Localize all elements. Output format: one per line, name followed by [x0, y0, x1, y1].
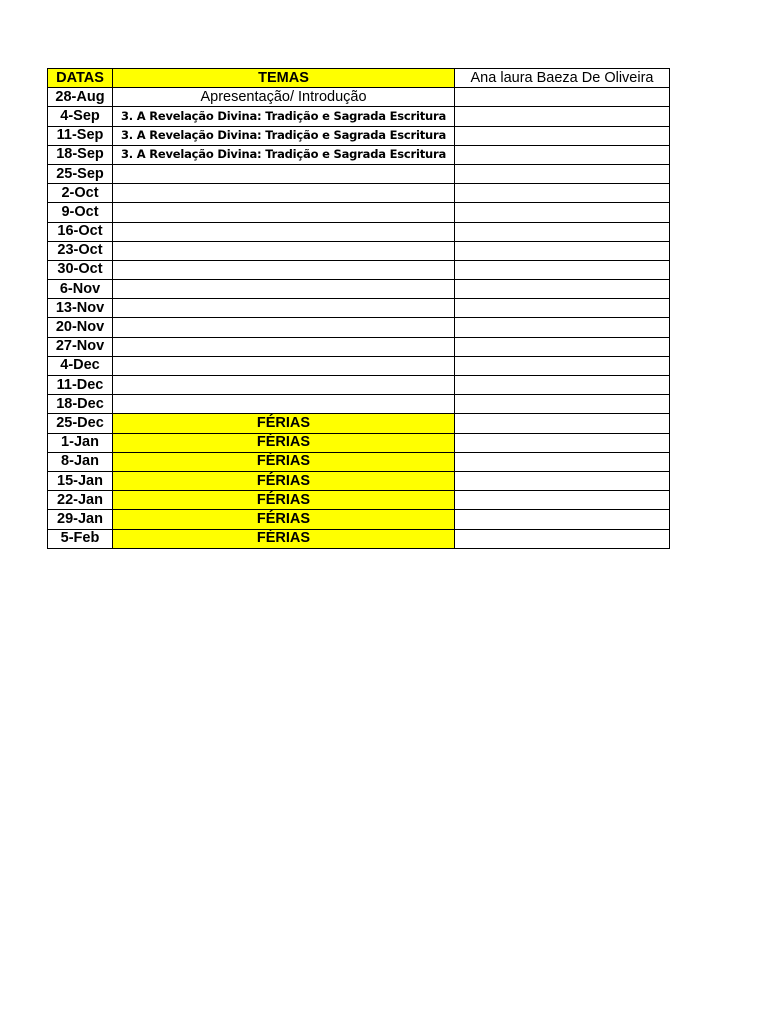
- date-cell[interactable]: 11-Dec: [48, 376, 113, 395]
- date-cell[interactable]: 29-Jan: [48, 510, 113, 529]
- table-row: [48, 184, 670, 203]
- student-cell[interactable]: [455, 510, 670, 529]
- date-cell[interactable]: 2-Oct: [48, 184, 113, 203]
- student-cell[interactable]: [455, 299, 670, 318]
- student-cell[interactable]: [455, 318, 670, 337]
- tema-cell[interactable]: [113, 318, 455, 337]
- spreadsheet-sheet: [47, 68, 670, 549]
- date-cell[interactable]: 22-Jan: [48, 491, 113, 510]
- date-cell[interactable]: 1-Jan: [48, 433, 113, 452]
- date-cell[interactable]: 11-Sep: [48, 126, 113, 145]
- table-row: [48, 356, 670, 375]
- date-cell[interactable]: 16-Oct: [48, 222, 113, 241]
- table-row: [48, 145, 670, 164]
- tema-cell[interactable]: [113, 184, 455, 203]
- table-row: [48, 376, 670, 395]
- table-row: [48, 414, 670, 433]
- student-cell[interactable]: [455, 280, 670, 299]
- student-cell[interactable]: [455, 395, 670, 414]
- header-datas-cell[interactable]: DATAS: [48, 69, 113, 88]
- date-cell[interactable]: 18-Sep: [48, 145, 113, 164]
- table-row: [48, 88, 670, 107]
- student-cell[interactable]: [455, 491, 670, 510]
- student-cell[interactable]: [455, 145, 670, 164]
- tema-cell[interactable]: [113, 376, 455, 395]
- student-cell[interactable]: [455, 452, 670, 471]
- date-cell[interactable]: 27-Nov: [48, 337, 113, 356]
- date-cell[interactable]: 4-Sep: [48, 107, 113, 126]
- tema-cell[interactable]: [113, 222, 455, 241]
- date-cell[interactable]: 5-Feb: [48, 529, 113, 548]
- table-row: [48, 452, 670, 471]
- table-row: [48, 337, 670, 356]
- table-row: [48, 471, 670, 490]
- student-cell[interactable]: [455, 164, 670, 183]
- tema-cell[interactable]: Apresentação/ Introdução: [113, 88, 455, 107]
- table-row: [48, 318, 670, 337]
- tema-cell[interactable]: 3. A Revelação Divina: Tradição e Sagrada Escritura: [113, 126, 455, 145]
- tema-cell[interactable]: 3. A Revelação Divina: Tradição e Sagrada Escritura: [113, 107, 455, 126]
- table-row: [48, 241, 670, 260]
- tema-cell[interactable]: [113, 164, 455, 183]
- table-row: [48, 395, 670, 414]
- tema-cell[interactable]: FÉRIAS: [113, 491, 455, 510]
- tema-cell[interactable]: FÉRIAS: [113, 414, 455, 433]
- student-cell[interactable]: [455, 107, 670, 126]
- tema-cell[interactable]: FÉRIAS: [113, 433, 455, 452]
- student-cell[interactable]: [455, 88, 670, 107]
- table-row: [48, 491, 670, 510]
- tema-cell[interactable]: [113, 356, 455, 375]
- student-cell[interactable]: [455, 414, 670, 433]
- student-cell[interactable]: [455, 184, 670, 203]
- table-row: [48, 299, 670, 318]
- tema-cell[interactable]: FÉRIAS: [113, 510, 455, 529]
- header-row: [48, 69, 670, 88]
- student-cell[interactable]: [455, 222, 670, 241]
- tema-cell[interactable]: [113, 241, 455, 260]
- date-cell[interactable]: 4-Dec: [48, 356, 113, 375]
- schedule-table: [47, 68, 670, 549]
- tema-cell[interactable]: [113, 337, 455, 356]
- tema-cell[interactable]: FÉRIAS: [113, 529, 455, 548]
- table-row: [48, 203, 670, 222]
- tema-cell[interactable]: [113, 260, 455, 279]
- table-row: [48, 164, 670, 183]
- student-cell[interactable]: [455, 471, 670, 490]
- student-cell[interactable]: [455, 260, 670, 279]
- date-cell[interactable]: 15-Jan: [48, 471, 113, 490]
- tema-cell[interactable]: FÉRIAS: [113, 452, 455, 471]
- student-cell[interactable]: [455, 356, 670, 375]
- student-cell[interactable]: [455, 529, 670, 548]
- tema-cell[interactable]: 3. A Revelação Divina: Tradição e Sagrada Escritura: [113, 145, 455, 164]
- table-row: [48, 222, 670, 241]
- date-cell[interactable]: 25-Sep: [48, 164, 113, 183]
- date-cell[interactable]: 25-Dec: [48, 414, 113, 433]
- student-cell[interactable]: [455, 241, 670, 260]
- table-row: [48, 510, 670, 529]
- date-cell[interactable]: 30-Oct: [48, 260, 113, 279]
- student-cell[interactable]: [455, 126, 670, 145]
- table-row: [48, 280, 670, 299]
- table-row: [48, 260, 670, 279]
- tema-cell[interactable]: [113, 280, 455, 299]
- student-cell[interactable]: [455, 337, 670, 356]
- date-cell[interactable]: 6-Nov: [48, 280, 113, 299]
- date-cell[interactable]: 9-Oct: [48, 203, 113, 222]
- student-cell[interactable]: [455, 203, 670, 222]
- date-cell[interactable]: 18-Dec: [48, 395, 113, 414]
- table-row: [48, 107, 670, 126]
- student-cell[interactable]: [455, 433, 670, 452]
- date-cell[interactable]: 20-Nov: [48, 318, 113, 337]
- table-row: [48, 433, 670, 452]
- date-cell[interactable]: 13-Nov: [48, 299, 113, 318]
- student-cell[interactable]: [455, 376, 670, 395]
- table-row: [48, 126, 670, 145]
- tema-cell[interactable]: FÉRIAS: [113, 471, 455, 490]
- tema-cell[interactable]: [113, 395, 455, 414]
- date-cell[interactable]: 8-Jan: [48, 452, 113, 471]
- date-cell[interactable]: 28-Aug: [48, 88, 113, 107]
- tema-cell[interactable]: [113, 299, 455, 318]
- header-temas-cell[interactable]: TEMAS: [113, 69, 455, 88]
- date-cell[interactable]: 23-Oct: [48, 241, 113, 260]
- table-row: [48, 529, 670, 548]
- header-name-cell[interactable]: Ana laura Baeza De Oliveira: [455, 69, 670, 88]
- tema-cell[interactable]: [113, 203, 455, 222]
